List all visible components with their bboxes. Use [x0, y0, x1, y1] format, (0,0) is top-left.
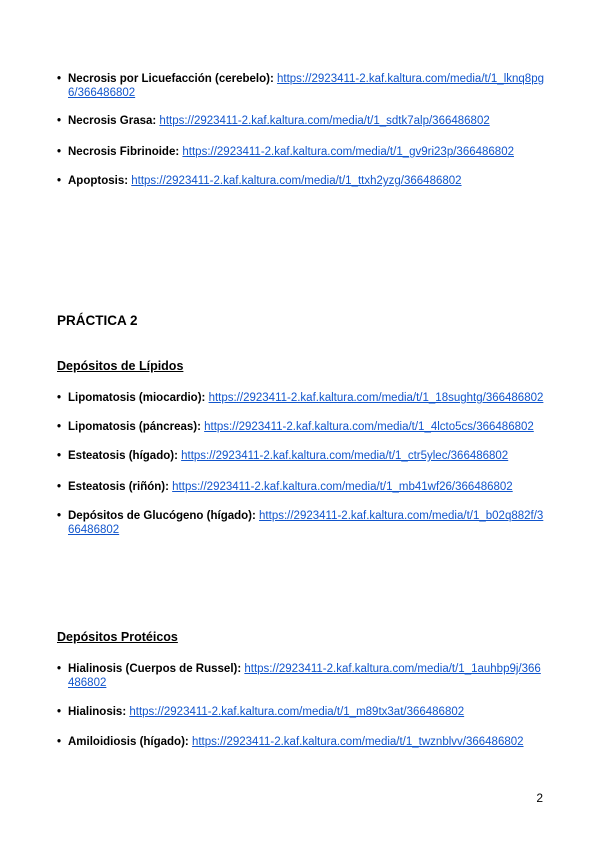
item-link[interactable]: https://2923411-2.kaf.kaltura.com/media/t/1_m89tx3at/366486802 — [129, 706, 465, 718]
list-item — [57, 509, 547, 537]
item-label: Lipomatosis (miocardio): — [68, 392, 209, 404]
list-item — [57, 72, 547, 100]
proteicos-list — [57, 662, 547, 749]
bullet: • — [57, 175, 62, 187]
bullet: • — [57, 450, 62, 462]
item-link[interactable]: https://2923411-2.kaf.kaltura.com/media/t/1_gv9ri23p/366486802 — [182, 146, 514, 158]
proteicos-title: Depósitos Protéicos — [57, 630, 178, 644]
item-label: Esteatosis (hígado): — [68, 450, 182, 462]
list-item — [57, 735, 547, 749]
item-label: Amiloidiosis (hígado): — [68, 736, 192, 748]
item-link[interactable]: https://2923411-2.kaf.kaltura.com/media/t/1_ctr5ylec/366486802 — [181, 450, 509, 462]
list-item — [57, 420, 547, 434]
lipidos-title: Depósitos de Lípidos — [57, 359, 184, 373]
item-link[interactable]: https://2923411-2.kaf.kaltura.com/media/t/1_18sughtg/366486802 — [208, 392, 544, 404]
bullet: • — [57, 73, 62, 85]
list-item — [57, 662, 547, 690]
bullet: • — [57, 481, 62, 493]
list-item — [57, 114, 547, 128]
item-label: Necrosis Fibrinoide: — [68, 146, 183, 158]
item-link[interactable]: https://2923411-2.kaf.kaltura.com/media/t/1_lknq8pg6/366486802 — [68, 73, 544, 99]
bullet: • — [57, 146, 62, 158]
item-link[interactable]: https://2923411-2.kaf.kaltura.com/media/t/1_sdtk7alp/366486802 — [159, 115, 490, 127]
lipidos-list — [57, 391, 547, 537]
item-link[interactable]: https://2923411-2.kaf.kaltura.com/media/t/1_mb41wf26/366486802 — [172, 481, 513, 493]
bullet: • — [57, 736, 62, 748]
bullet: • — [57, 663, 62, 675]
item-label: Hialinosis (Cuerpos de Russel): — [68, 663, 245, 675]
list-item — [57, 705, 547, 719]
bullet: • — [57, 115, 62, 127]
necrosis-list — [57, 72, 547, 188]
item-label: Apoptosis: — [68, 175, 132, 187]
list-item — [57, 391, 547, 405]
item-label: Hialinosis: — [68, 706, 130, 718]
item-link[interactable]: https://2923411-2.kaf.kaltura.com/media/t/1_4lcto5cs/366486802 — [204, 421, 534, 433]
item-link[interactable]: https://2923411-2.kaf.kaltura.com/media/t/1_twznblvv/366486802 — [191, 736, 524, 748]
bullet: • — [57, 421, 62, 433]
list-item — [57, 480, 547, 494]
item-link[interactable]: https://2923411-2.kaf.kaltura.com/media/t/1_ttxh2yzg/366486802 — [131, 175, 462, 187]
bullet: • — [57, 706, 62, 718]
item-link[interactable]: https://2923411-2.kaf.kaltura.com/media/t/1_1auhbp9j/366486802 — [68, 663, 541, 689]
list-item — [57, 145, 547, 159]
item-label: Lipomatosis (páncreas): — [68, 421, 205, 433]
list-item — [57, 174, 547, 188]
item-label: Depósitos de Glucógeno (hígado): — [68, 510, 260, 522]
bullet: • — [57, 392, 62, 404]
item-link[interactable]: https://2923411-2.kaf.kaltura.com/media/t/1_b02q882f/366486802 — [68, 510, 544, 536]
list-item — [57, 449, 547, 463]
page-number: 2 — [536, 791, 543, 805]
section-title: PRÁCTICA 2 — [57, 313, 138, 328]
item-label: Esteatosis (riñón): — [68, 481, 173, 493]
item-label: Necrosis Grasa: — [68, 115, 160, 127]
item-label: Necrosis por Licuefacción (cerebelo): — [68, 73, 277, 85]
bullet: • — [57, 510, 62, 522]
